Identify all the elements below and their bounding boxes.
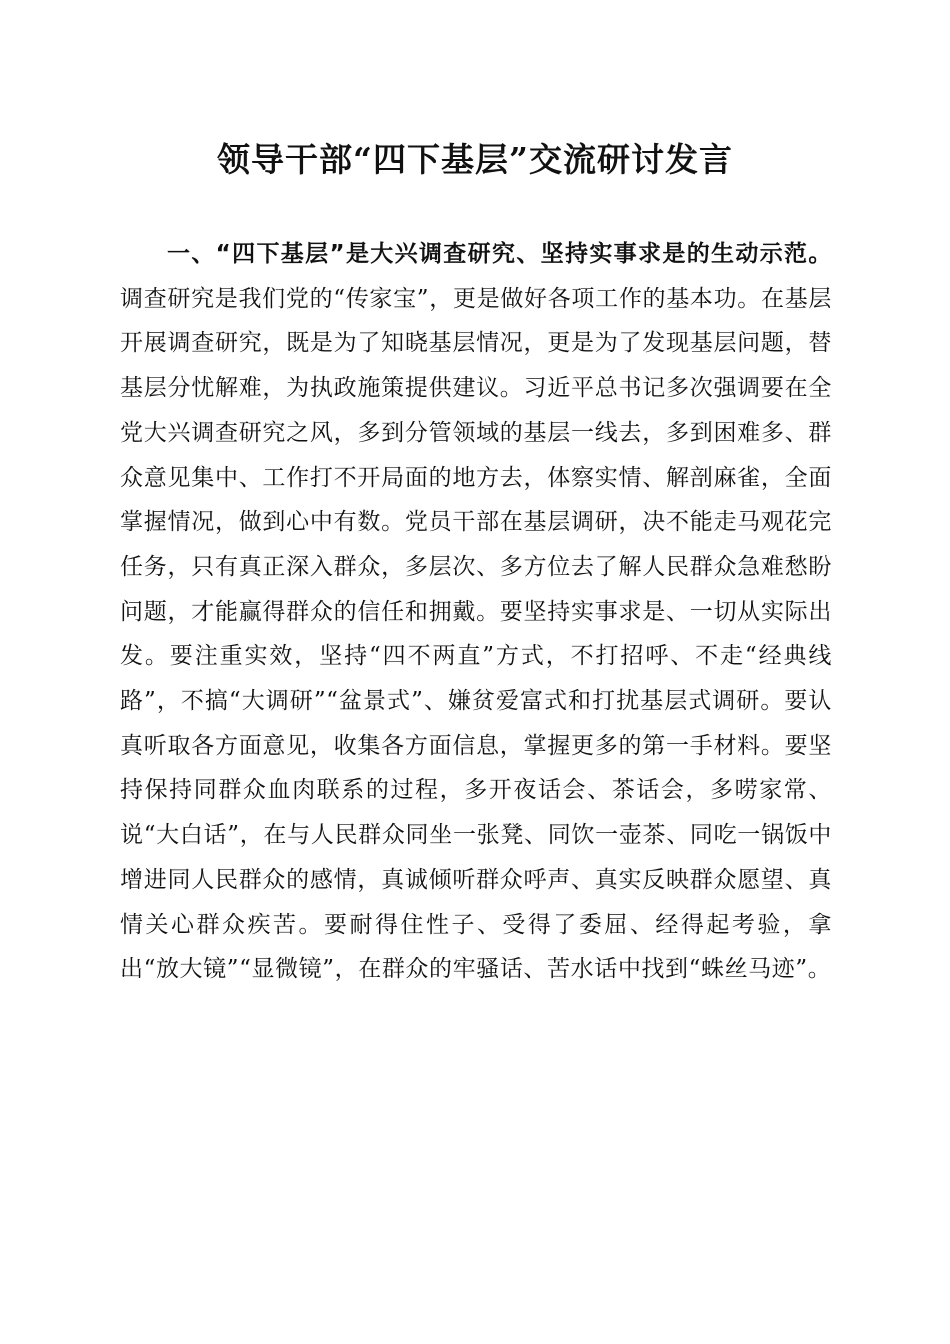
section-1-heading: 一、“四下基层”是大兴调查研究、坚持实事求是的生动示范。	[167, 241, 832, 267]
document-title: 领导干部“四下基层”交流研讨发言	[217, 140, 733, 179]
section-1-paragraph	[120, 232, 832, 992]
section-1-body: 调查研究是我们党的“传家宝”，更是做好各项工作的基本功。在基层开展调查研究，既是为了知晓基层情况，更是为了发现基层问题，替基层分忧解难，为执政施策提供建议。习近平总书记多次强调要在全党大兴调查研究之风，多到分管领域的基层一线去，多到困难多、群众意见集中、工作打不开局面的地方去，体察实情、解剖麻雀，全面掌握情况，做到心中有数。党员干部在基层调研，决不能走马观花完任务，只有真正深入群众，多层次、多方位去了解人民群众急难愁盼问题，才能赢得群众的信任和拥戴。要坚持实事求是、一切从实际出发。要注重实效，坚持“四不两直”方式，不打招呼、不走“经典线路”，不搞“大调研”“盆景式”、嫌贫爱富式和打扰基层式调研。要认真听取各方面意见，收集各方面信息，掌握更多的第一手材料。要坚持保持同群众血肉联系的过程，多开夜话会、茶话会，多唠家常、说“大白话”，在与人民群众同坐一张凳、同饮一壶茶、同吃一锅饭中增进同人民群众的感情，真诚倾听群众呼声、真实反映群众愿望、真情关心群众疾苦。要耐得住性子、受得了委屈、经得起考验，拿出“放大镜”“显微镜”，在群众的牢骚话、苦水话中找到“蛛丝马迹”。	[120, 285, 832, 983]
